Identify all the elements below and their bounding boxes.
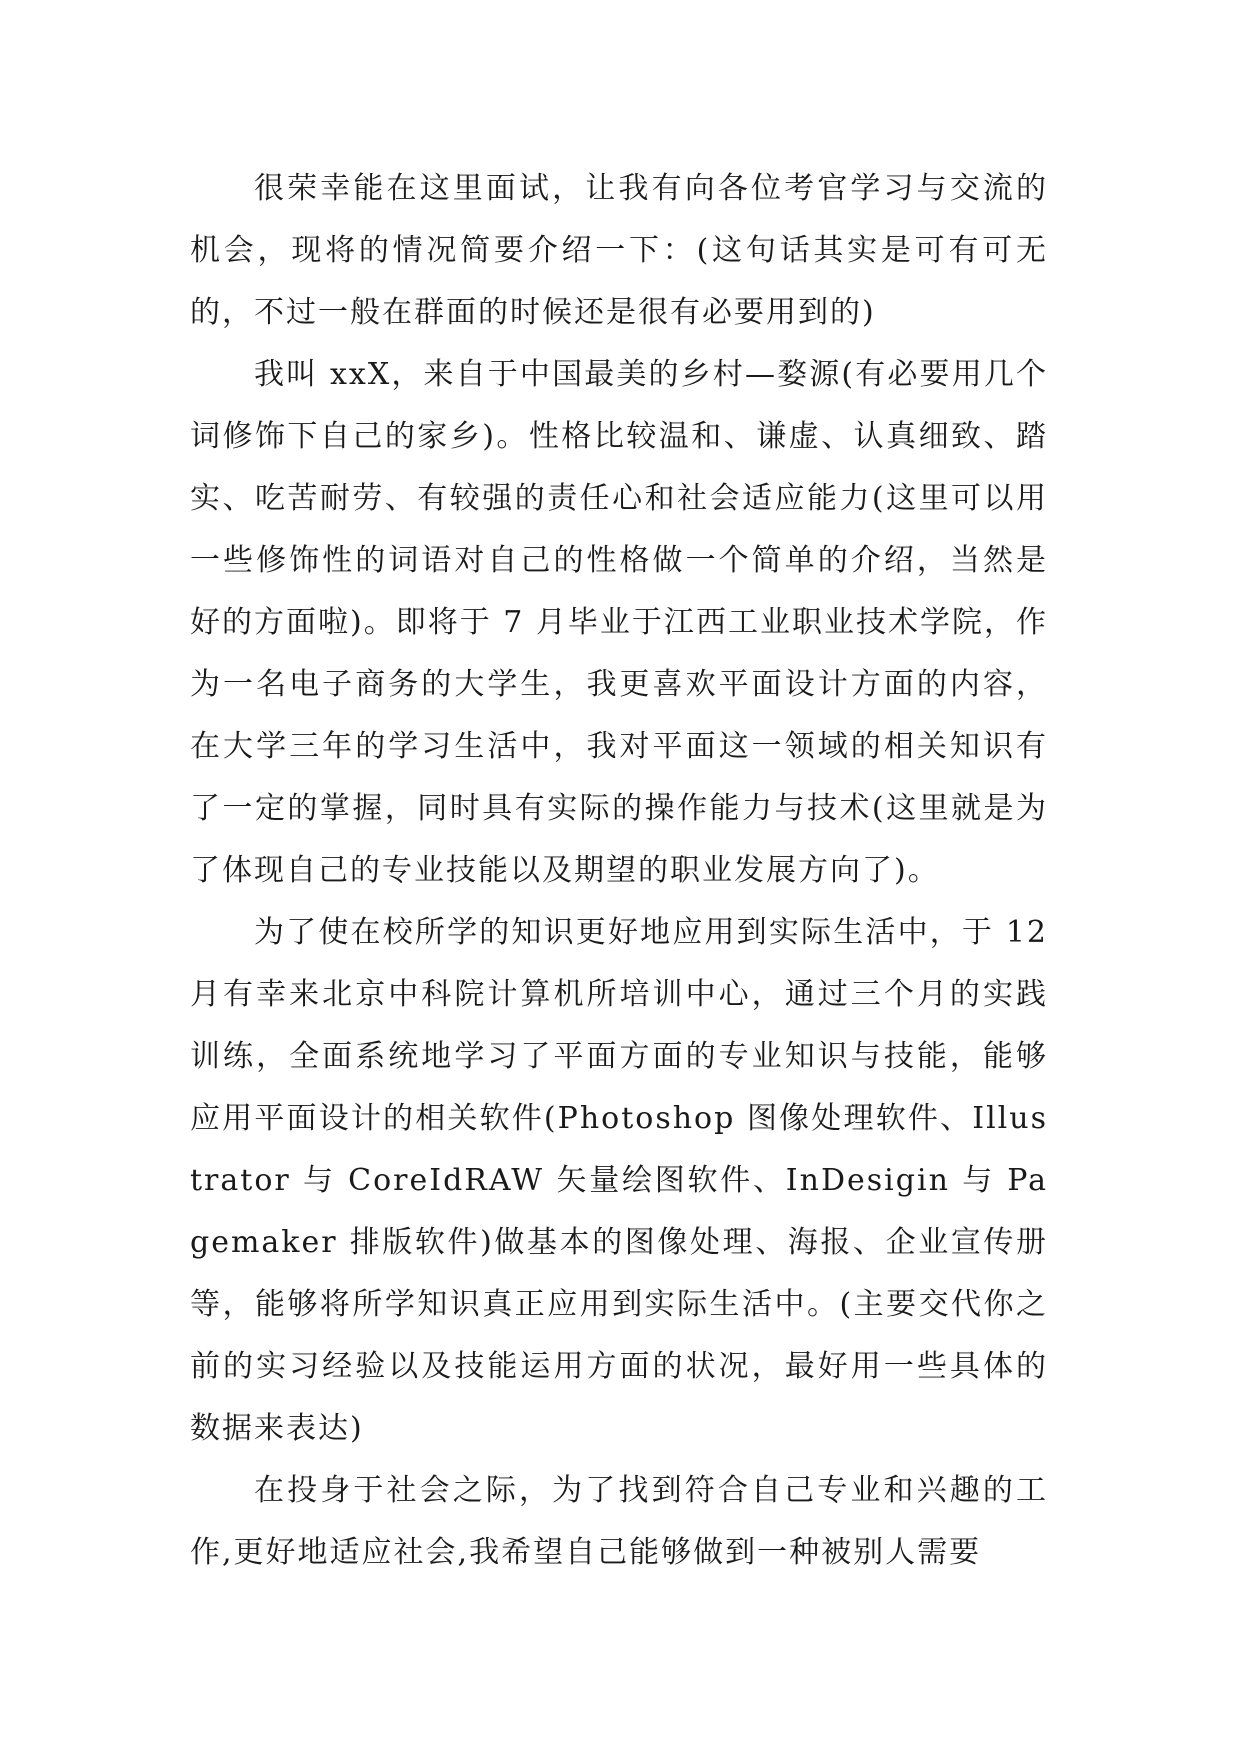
paragraph-self-introduction: 我叫 xxX，来自于中国最美的乡村—婺源(有必要用几个词修饰下自己的家乡)。性格比较温和、谦虚、认真细致、踏实、吃苦耐劳、有较强的责任心和社会适应能力(这里可以用一些修饰性的词语对自己的性格做一个简单的介绍，当然是好的方面啦)。即将于 7 月毕业于江西工业职业技术学院，作为一名电子商务的大学生，我更喜欢平面设计方面的内容，在大学三年的学习生活中，我对平面这一领域的相关知识有了一定的掌握，同时具有实际的操作能力与技术(这里就是为了体现自己的专业技能以及期望的职业发展方向了)。 [190,357,1048,888]
paragraph-intro: 很荣幸能在这里面试，让我有向各位考官学习与交流的机会，现将的情况简要介绍一下：(这句话其实是可有可无的，不过一般在群面的时候还是很有必要用到的) [190,171,1048,330]
paragraph-career-goal: 在投身于社会之际，为了找到符合自己专业和兴趣的工作,更好地适应社会,我希望自己能够做到一种被别人需要 [190,1473,1048,1570]
paragraph-training-experience: 为了使在校所学的知识更好地应用到实际生活中，于 12 月有幸来北京中科院计算机所培训中心，通过三个月的实践训练，全面系统地学习了平面方面的专业知识与技能，能够应用平面设计的相关软件(Photoshop 图像处理软件、Illustrator 与 CoreIdRAW 矢量绘图软件、InDesigin 与 Pagemaker 排版软件)做基本的图像处理、海报、企业宣传册等，能够将所学知识真正应用到实际生活中。(主要交代你之前的实习经验以及技能运用方面的状况，最好用一些具体的数据来表达) [190,915,1048,1446]
document-body [190,158,1048,1584]
